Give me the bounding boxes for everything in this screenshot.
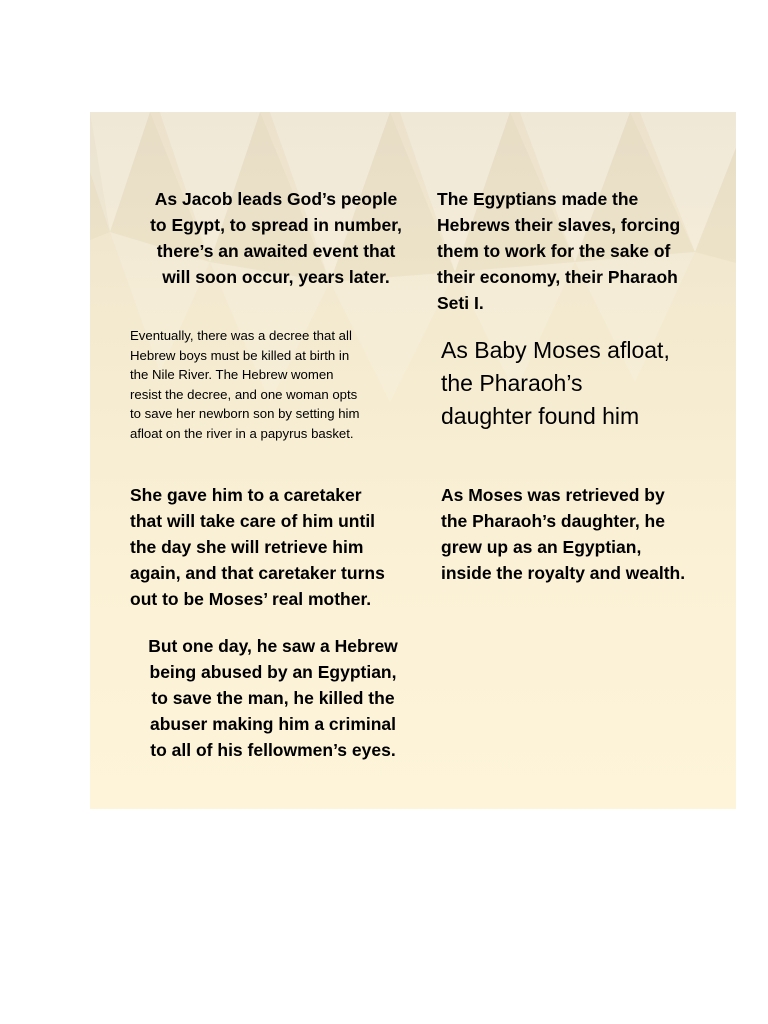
story-slide [90,112,736,809]
caretaker-text: She gave him to a caretaker that will take care of him until the day she will retrieve him again, and that caretaker turns out to be Moses’ real mother. [130,485,385,609]
egyptians-slaves-text: The Egyptians made the Hebrews their slaves, forcing them to work for the sake of their economy, their Pharaoh Seti I. [437,189,681,313]
decree-text: Eventually, there was a decree that all Hebrew boys must be killed at birth in the Nile River. The Hebrew women resist the decree, and one woman opts to save her newborn son by setting him afloat on the river in a papyrus basket. [130,328,360,441]
hebrew-abused-text: But one day, he saw a Hebrew being abused by an Egyptian, to save the man, he killed the abuser making him a criminal to all of his fellowmen’s eyes. [148,636,398,760]
moses-retrieved-text: As Moses was retrieved by the Pharaoh’s daughter, he grew up as an Egyptian, inside the royalty and wealth. [441,485,686,583]
baby-moses-afloat-text: As Baby Moses afloat, the Pharaoh’s daughter found him [441,337,670,429]
jacob-leads-text: As Jacob leads God’s people to Egypt, to spread in number, there’s an awaited event that will soon occur, years later. [150,189,402,287]
